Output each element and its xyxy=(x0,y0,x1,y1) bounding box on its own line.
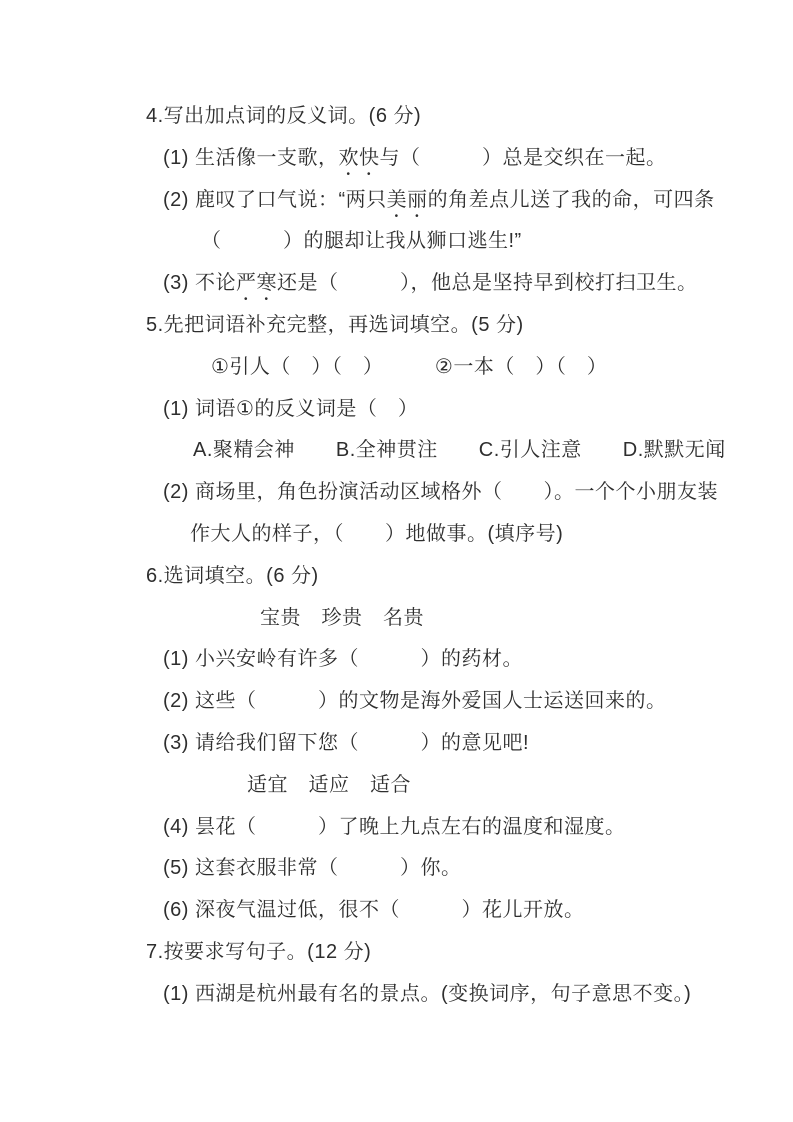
q5-item-2-continuation xyxy=(146,514,766,556)
text-segment: 与（ ）总是交织在一起。 xyxy=(379,146,667,169)
text-segment: (3) 请给我们留下您（ ）的意见吧! xyxy=(163,731,530,754)
text-segment: 6.选词填空。(6 分) xyxy=(146,564,319,587)
q6-header xyxy=(146,556,766,598)
q6-wordbank-1 xyxy=(146,598,766,640)
text-segment: (1) 西湖是杭州最有名的景点。(变换词序，句子意思不变。) xyxy=(163,982,692,1005)
q5-item-1 xyxy=(146,389,766,431)
q4-item-3 xyxy=(146,263,766,305)
q5-options xyxy=(146,430,766,472)
emphasized-word: 美丽 xyxy=(386,188,428,211)
text-segment: 的角差点儿送了我的命，可四条 xyxy=(427,188,715,211)
text-segment: (4) 昙花（ ）了晚上九点左右的温度和湿度。 xyxy=(163,815,626,838)
text-segment: （ ）的腿却让我从狮口逃生!” xyxy=(201,230,522,253)
q4-header xyxy=(146,96,766,138)
q6-item-2 xyxy=(146,681,766,723)
text-segment: 作大人的样子，（ ）地做事。(填序号) xyxy=(190,522,564,545)
text-segment: (2) 商场里，角色扮演活动区域格外（ ）。一个个小朋友装 xyxy=(163,481,718,504)
q6-item-5 xyxy=(146,848,766,890)
q5-item-2 xyxy=(146,472,766,514)
q6-item-4 xyxy=(146,807,766,849)
q4-item-2 xyxy=(146,180,766,222)
q6-item-1 xyxy=(146,639,766,681)
text-segment: 4.写出加点词的反义词。(6 分) xyxy=(146,105,422,127)
text-segment: (6) 深夜气温过低，很不（ ）花儿开放。 xyxy=(163,899,585,922)
text-segment: 适宜 适应 适合 xyxy=(247,773,411,796)
text-segment: (1) 词语①的反义词是（ ） xyxy=(163,397,419,420)
q6-item-6 xyxy=(146,890,766,932)
text-segment: ①引人（ ）（ ） ②一本（ ）（ ） xyxy=(211,355,608,378)
text-segment: (1) 生活像一支歌， xyxy=(163,146,339,169)
q7-item-1 xyxy=(146,974,766,1016)
text-segment: (5) 这套衣服非常（ ）你。 xyxy=(163,857,462,880)
text-segment: (2) 鹿叹了口气说：“两只 xyxy=(163,188,387,211)
q5-word-blanks xyxy=(146,347,766,389)
text-segment: 7.按要求写句子。(12 分) xyxy=(146,940,372,963)
text-segment: (1) 小兴安岭有许多（ ）的药材。 xyxy=(163,648,523,671)
q5-header xyxy=(146,305,766,347)
q4-item-1 xyxy=(146,138,766,180)
emphasized-word: 严寒 xyxy=(236,272,277,295)
q6-item-3 xyxy=(146,723,766,765)
text-segment: A.聚精会神 B.全神贯注 C.引人注意 D.默默无闻 xyxy=(193,439,726,462)
q6-wordbank-2 xyxy=(146,765,766,807)
text-segment: (3) 不论 xyxy=(163,272,236,295)
text-segment: (2) 这些（ ）的文物是海外爱国人士运送回来的。 xyxy=(163,690,667,713)
emphasized-word: 欢快 xyxy=(338,146,380,169)
text-segment: 还是（ ），他总是坚持早到校打扫卫生。 xyxy=(277,272,698,295)
text-segment: 5.先把词语补充完整，再选词填空。(5 分) xyxy=(146,313,524,336)
q7-header xyxy=(146,932,766,974)
q4-item-2-continuation xyxy=(146,221,766,263)
exam-content xyxy=(146,96,766,1016)
text-segment: 宝贵 珍贵 名贵 xyxy=(260,606,424,629)
